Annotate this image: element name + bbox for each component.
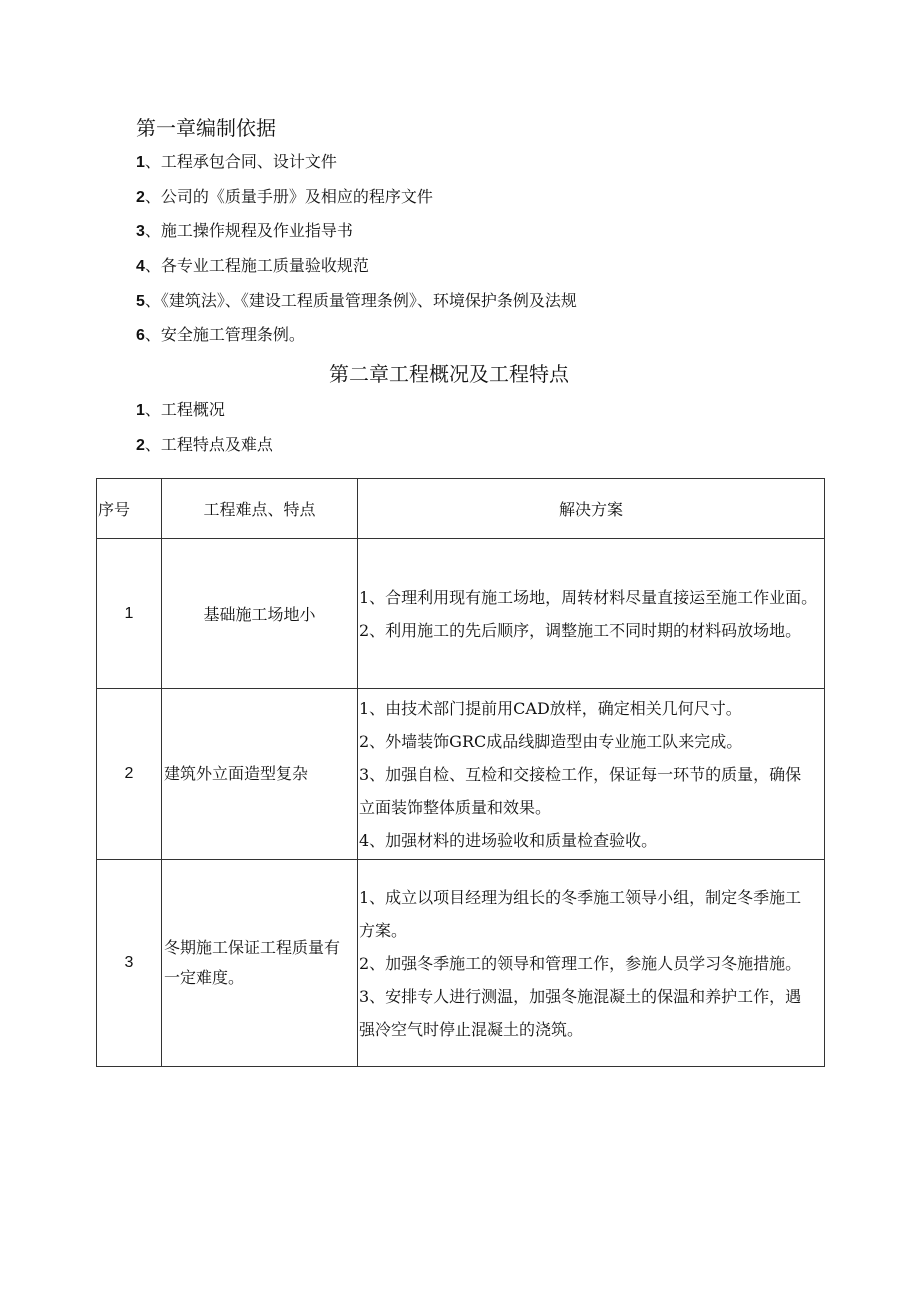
solution-line: 方案。: [359, 920, 408, 940]
chapter2-item-1: 1、工程概况: [136, 400, 225, 419]
chapter2-title: 第二章工程概况及工程特点: [329, 362, 569, 386]
row-feature: 建筑外立面造型复杂: [162, 689, 358, 860]
solution-line: 立面装饰整体质量和效果。: [359, 797, 552, 817]
chapter1-item-6: 6、安全施工管理条例。: [136, 325, 305, 344]
solution-line: 3、加强自检、互检和交接检工作，保证每一环节的质量，确保: [359, 764, 802, 784]
row-solutions: [358, 689, 825, 860]
row-solutions: [358, 860, 825, 1067]
row-index: 2: [97, 689, 162, 860]
table-header-row: [97, 479, 825, 539]
feature-line: 冬期施工保证工程质量有: [164, 938, 341, 957]
solution-line: 3、安排专人进行测温，加强冬施混凝土的保温和养护工作，遇: [359, 986, 802, 1006]
chapter1-item-3: 3、施工操作规程及作业指导书: [136, 221, 353, 240]
row-feature: 基础施工场地小: [162, 539, 358, 689]
row-solutions: [358, 539, 825, 689]
solution-line: 强冷空气时停止混凝土的浇筑。: [359, 1019, 584, 1039]
chapter1-item-5: 5、《建筑法》、《建设工程质量管理条例》、环境保护条例及法规: [136, 291, 577, 310]
chapter1-item-4: 4、各专业工程施工质量验收规范: [136, 256, 369, 275]
solution-line: 2、外墙装饰GRC成品线脚造型由专业施工队来完成。: [359, 731, 743, 751]
table-row: [97, 539, 825, 689]
row-index: 1: [97, 539, 162, 689]
solution-line: 1、由技术部门提前用CAD放样，确定相关几何尺寸。: [359, 698, 742, 718]
chapter1-title: 第一章编制依据: [136, 116, 276, 140]
header-solution: 解决方案: [358, 479, 825, 539]
chapter1-item-1: 1、工程承包合同、设计文件: [136, 152, 337, 171]
chapter1-item-2: 2、公司的《质量手册》及相应的程序文件: [136, 187, 433, 206]
feature-line: 一定难度。: [164, 968, 245, 987]
table-row: [97, 860, 825, 1067]
solution-line: 1、合理利用现有施工场地，周转材料尽量直接运至施工作业面。: [359, 587, 818, 607]
header-feature: 工程难点、特点: [162, 479, 358, 539]
header-index: 序号: [97, 479, 162, 539]
row-feature: [162, 860, 358, 1067]
row-index: 3: [97, 860, 162, 1067]
solution-line: 1、成立以项目经理为组长的冬季施工领导小组，制定冬季施工: [359, 887, 802, 907]
chapter2-item-2: 2、工程特点及难点: [136, 435, 273, 454]
difficulty-solution-table: [96, 478, 825, 1067]
solution-line: 2、加强冬季施工的领导和管理工作，参施人员学习冬施措施。: [359, 953, 802, 973]
solution-line: 2、利用施工的先后顺序，调整施工不同时期的材料码放场地。: [359, 620, 802, 640]
solution-line: 4、加强材料的进场验收和质量检查验收。: [359, 830, 658, 850]
table-row: [97, 689, 825, 860]
